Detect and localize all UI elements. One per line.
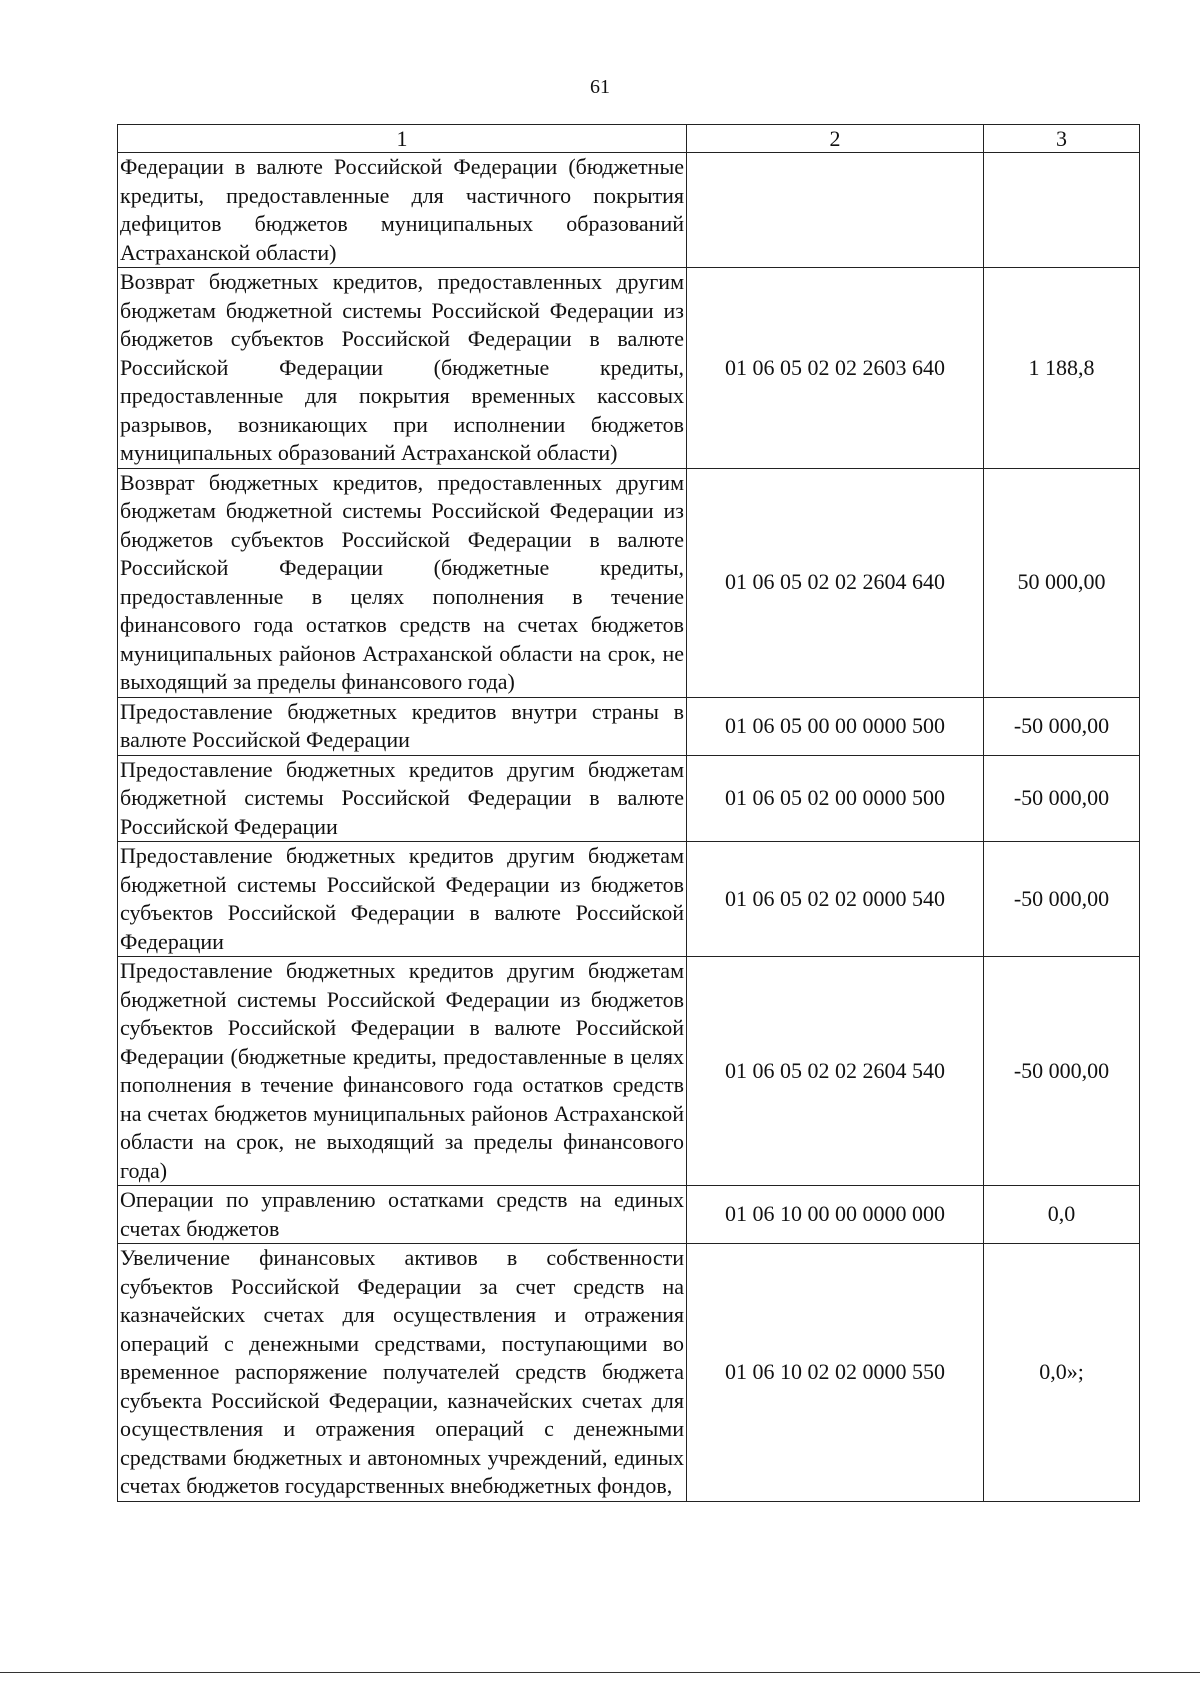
row-code: 01 06 05 02 00 0000 500 [687,755,984,842]
row-amount: -50 000,00 [984,755,1140,842]
table-row [118,468,1140,697]
row-description: Увеличение финансовых активов в собственности субъектов Российской Федерации за счет средств на казначейских счетах для осуществления и отражения операций с денежными средствами, поступающими во временное распоряжение получателей средств бюджета субъекта Российской Федерации, казначейских счетах для осуществления и отражения операций с денежными средствами бюджетных и автономных учреждений, единых счетах бюджетов государственных внебюджетных фондов, [118,1244,687,1502]
row-description: Предоставление бюджетных кредитов внутри страны в валюте Российской Федерации [118,697,687,755]
row-description: Предоставление бюджетных кредитов другим бюджетам бюджетной системы Российской Федерации из бюджетов субъектов Российской Федерации в валюте Российской Федерации [118,842,687,957]
row-code: 01 06 10 00 00 0000 000 [687,1186,984,1244]
row-code: 01 06 05 00 00 0000 500 [687,697,984,755]
table-row [118,268,1140,469]
row-description: Возврат бюджетных кредитов, предоставленных другим бюджетам бюджетной системы Российской Федерации из бюджетов субъектов Российской Федерации в валюте Российской Федерации (бюджетные кредиты, предоставленные для покрытия временных кассовых разрывов, возникающих при исполнении бюджетов муниципальных образований Астраханской области) [118,268,687,469]
row-amount: -50 000,00 [984,957,1140,1186]
row-amount: 0,0 [984,1186,1140,1244]
table-header-row [118,125,1140,153]
table-row [118,1186,1140,1244]
table-row [118,957,1140,1186]
row-amount: 50 000,00 [984,468,1140,697]
row-amount: 0,0»; [984,1244,1140,1502]
row-description: Предоставление бюджетных кредитов другим бюджетам бюджетной системы Российской Федерации в валюте Российской Федерации [118,755,687,842]
column-header-1: 1 [118,125,687,153]
row-description: Возврат бюджетных кредитов, предоставленных другим бюджетам бюджетной системы Российской Федерации из бюджетов субъектов Российской Федерации в валюте Российской Федерации (бюджетные кредиты, предоставленные в целях пополнения в течение финансового года остатков средств на счетах бюджетов муниципальных районов Астраханской области на срок, не выходящий за пределы финансового года) [118,468,687,697]
table-row [118,755,1140,842]
row-amount: -50 000,00 [984,697,1140,755]
row-description: Предоставление бюджетных кредитов другим бюджетам бюджетной системы Российской Федерации из бюджетов субъектов Российской Федерации в валюте Российской Федерации (бюджетные кредиты, предоставленные в целях пополнения в течение финансового года остатков средств на счетах бюджетов муниципальных районов Астраханской области на срок, не выходящий за пределы финансового года) [118,957,687,1186]
row-amount [984,153,1140,268]
row-description: Федерации в валюте Российской Федерации (бюджетные кредиты, предоставленные для частичного покрытия дефицитов бюджетов муниципальных образований Астраханской области) [118,153,687,268]
row-code: 01 06 05 02 02 2604 540 [687,957,984,1186]
table-row [118,1244,1140,1502]
budget-sources-table [117,124,1140,1502]
row-code: 01 06 10 02 02 0000 550 [687,1244,984,1502]
row-description: Операции по управлению остатками средств на единых счетах бюджетов [118,1186,687,1244]
row-code: 01 06 05 02 02 2604 640 [687,468,984,697]
row-code: 01 06 05 02 02 2603 640 [687,268,984,469]
table-row [118,842,1140,957]
table-row [118,153,1140,268]
row-amount: 1 188,8 [984,268,1140,469]
column-header-3: 3 [984,125,1140,153]
row-code [687,153,984,268]
page-bottom-rule [0,1672,1200,1673]
table-row [118,697,1140,755]
page-number: 61 [590,76,610,98]
row-code: 01 06 05 02 02 0000 540 [687,842,984,957]
row-amount: -50 000,00 [984,842,1140,957]
column-header-2: 2 [687,125,984,153]
